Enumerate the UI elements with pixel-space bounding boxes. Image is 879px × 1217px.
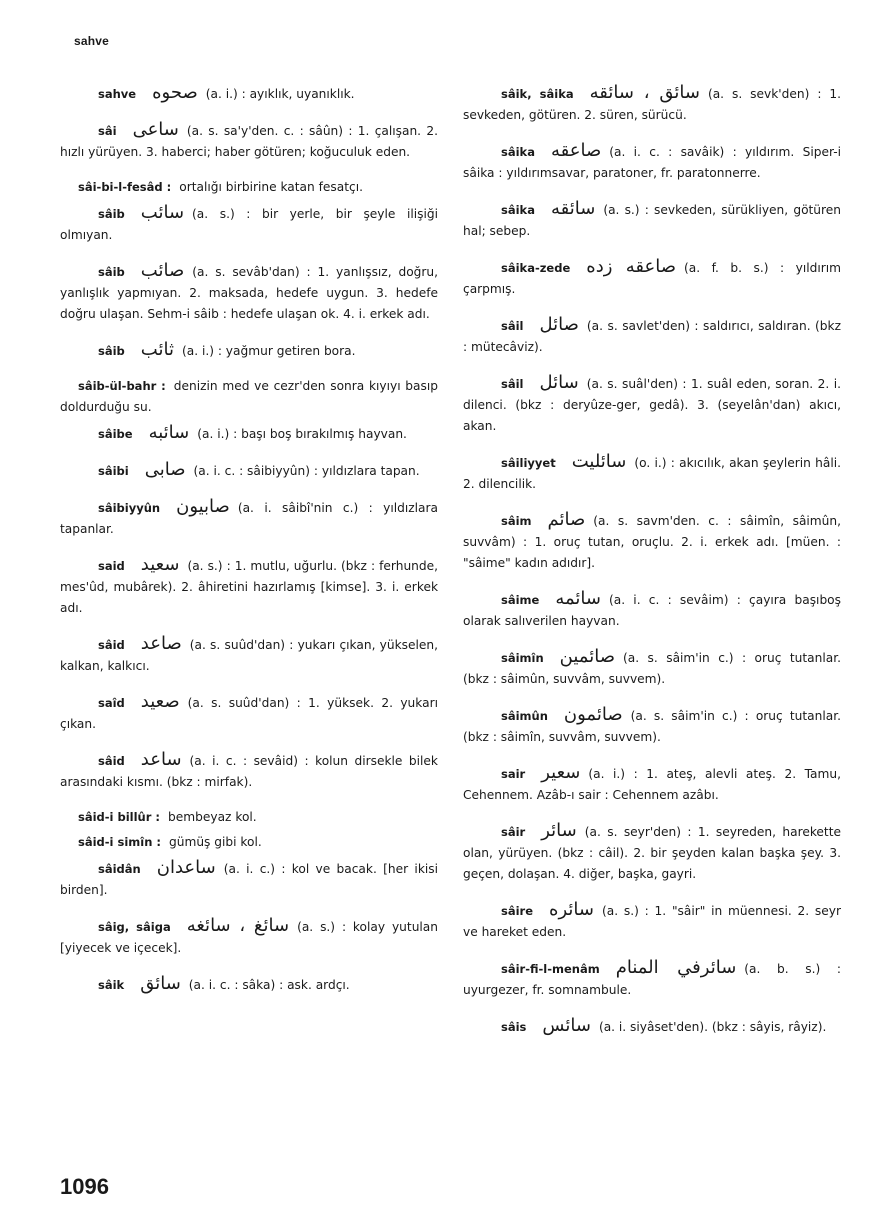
entry-headword: sâi — [98, 124, 117, 138]
entry-headword: sâibiyyûn — [98, 501, 161, 515]
entry-arabic-script: سائغ ، سائغه — [186, 915, 290, 936]
entry-arabic-script: سائبه — [148, 422, 190, 443]
entry-arabic-script: صائل — [539, 314, 579, 335]
entry-arabic-script: ساعدان — [156, 857, 216, 878]
entry-definition: (a. s.) : bir yerle, bir şeyle ilişiği olmıyan. — [60, 207, 438, 242]
entry-arabic-script: صاعقه زده — [586, 256, 677, 277]
dictionary-entry — [60, 376, 438, 418]
page-number: 1096 — [60, 1174, 109, 1199]
entry-arabic-script: صابى — [144, 459, 186, 480]
entry-definition: (a. s. suâl'den) : 1. suâl eden, soran. 2. i. dilenci. (bkz : deryûze-ger, gedâ). 3. (seyelân'dan) akıcı, akan. — [463, 377, 841, 433]
dictionary-entry — [463, 704, 841, 748]
dictionary-entry — [463, 646, 841, 690]
entry-headword: sâi-bi-l-fesâd : — [78, 180, 172, 194]
dictionary-entry — [463, 588, 841, 632]
entry-headword: sâik — [98, 978, 125, 992]
entry-definition: (a. i. c. : sevâid) : kolun dirsekle bilek arasındaki kısmı. (bkz : mirfak). — [60, 754, 438, 789]
entry-arabic-script: ثائب — [140, 339, 174, 360]
entry-definition: (a. s. sevâb'dan) : 1. yanlışsız, doğru, yanlışlık yapmıyan. 2. maksada, hedefe uygun. 3. hedefe doğru ulaşan. Sehm-i sâib : hedefe ulaşan ok. 4. i. erkek adı. — [60, 265, 438, 321]
entry-arabic-script: سائرفي المنام — [615, 957, 737, 978]
entry-arabic-script: صابيون — [176, 496, 230, 517]
entry-arabic-script: صاعد — [140, 633, 182, 654]
dictionary-entry — [60, 202, 438, 246]
entry-headword: said — [98, 559, 125, 573]
dictionary-entry — [463, 820, 841, 885]
entry-headword: sâid-i simîn : — [78, 835, 161, 849]
entry-definition: (a. s.) : 1. "sâir" in müennesi. 2. seyr ve hareket eden. — [463, 904, 841, 939]
entry-definition: (a. s. sâim'in c.) : oruç tutanlar. (bkz : sâimûn, suvvâm, suvvem). — [463, 651, 841, 686]
entry-arabic-script: صائم — [547, 509, 586, 530]
entry-definition: (a. s. savm'den. c. : sâimîn, sâimûn, suvvâm) : 1. oruç tutan, oruçlu. 2. i. erkek adı. [müen. : "sâime" kadın adıdır]. — [463, 514, 841, 570]
dictionary-entry — [463, 957, 841, 1001]
dictionary-entry — [60, 915, 438, 959]
dictionary-entry — [60, 82, 438, 105]
entry-definition: (a. s. suûd'dan) : 1. yüksek. 2. yukarı çıkan. — [60, 696, 438, 731]
entry-definition: (a. s. suûd'dan) : yukarı çıkan, yükselen, kalkan, kalkıcı. — [60, 638, 438, 673]
dictionary-entry — [60, 119, 438, 163]
entry-headword: sâib — [98, 344, 125, 358]
entry-headword: sâim — [501, 514, 532, 528]
dictionary-entry — [463, 372, 841, 437]
entry-definition: (a. s. savlet'den) : saldırıcı, saldıran. (bkz : mütecâviz). — [463, 319, 841, 354]
entry-headword: sair — [501, 767, 526, 781]
entry-definition: (a. s.) : 1. mutlu, uğurlu. (bkz : ferhunde, mes'ûd, mubârek). 2. âhiretini hazırlamış [kimse]. 3. i. erkek adı. — [60, 559, 438, 615]
entry-headword: sâid-i billûr : — [78, 810, 161, 824]
dictionary-entry — [60, 633, 438, 677]
dictionary-entry — [60, 339, 438, 362]
entry-headword: sâib — [98, 265, 125, 279]
entry-arabic-script: ساعد — [140, 749, 182, 770]
entry-definition: bembeyaz kol. — [168, 810, 257, 824]
entry-headword: sâidân — [98, 862, 141, 876]
entry-definition: (o. i.) : akıcılık, akan şeylerin hâli. 2. dilencilik. — [463, 456, 841, 491]
entry-arabic-script: سائقه — [550, 198, 596, 219]
entry-definition: denizin med ve cezr'den sonra kıyıyı basıp doldurduğu su. — [60, 379, 438, 414]
entry-headword: sâir — [501, 825, 526, 839]
entry-headword: sâib — [98, 207, 125, 221]
dictionary-entry — [60, 260, 438, 325]
entry-headword: sâil — [501, 377, 524, 391]
dictionary-entry — [60, 422, 438, 445]
entry-arabic-script: صعيد — [140, 691, 180, 712]
entry-headword: sâire — [501, 904, 534, 918]
entry-arabic-script: سائس — [542, 1015, 591, 1036]
entry-arabic-script: سائل — [539, 372, 579, 393]
running-head: sahve — [74, 34, 110, 48]
dictionary-entry — [60, 177, 438, 198]
entry-arabic-script: سائر — [541, 820, 577, 841]
dictionary-entry — [60, 496, 438, 540]
entry-definition: (a. i. c.) : kol ve bacak. [her ikisi birden]. — [60, 862, 438, 897]
left-column — [60, 82, 438, 1010]
entry-arabic-script: سعير — [541, 762, 581, 783]
entry-definition: (a. i. c. : sâibiyyûn) : yıldızlara tapan. — [193, 464, 420, 478]
entry-arabic-script: سائليت — [571, 451, 627, 472]
entry-headword: saîd — [98, 696, 125, 710]
entry-headword: sahve — [98, 87, 137, 101]
entry-arabic-script: صاعقه — [550, 140, 602, 161]
dictionary-entry — [60, 857, 438, 901]
entry-arabic-script: صائب — [140, 260, 185, 281]
entry-definition: (a. i. siyâset'den). (bkz : sâyis, râyiz). — [598, 1020, 827, 1034]
dictionary-entry — [60, 749, 438, 793]
dictionary-entry — [60, 691, 438, 735]
entry-headword: sâiliyyet — [501, 456, 556, 470]
entry-arabic-script: سائب — [140, 202, 185, 223]
entry-arabic-script: سائره — [549, 899, 594, 920]
entry-arabic-script: صحوه — [152, 82, 198, 103]
entry-definition: (a. f. b. s.) : yıldırım çarpmış. — [463, 261, 841, 296]
entry-definition: gümüş gibi kol. — [169, 835, 262, 849]
entry-definition: (a. s.) : sevkeden, sürükliyen, götüren hal; sebep. — [463, 203, 841, 238]
dictionary-entry — [463, 899, 841, 943]
entry-arabic-script: سائمه — [555, 588, 601, 609]
entry-definition: (a. i.) : başı boş bırakılmış hayvan. — [197, 427, 407, 441]
entry-headword: sâid — [98, 754, 125, 768]
entry-headword: sâib-ül-bahr : — [78, 379, 166, 393]
entry-headword: sâis — [501, 1020, 527, 1034]
dictionary-entry — [463, 140, 841, 184]
entry-headword: sâika-zede — [501, 261, 571, 275]
entry-headword: sâime — [501, 593, 540, 607]
entry-headword: sâimîn — [501, 651, 544, 665]
entry-definition: (a. s. sâim'in c.) : oruç tutanlar. (bkz : sâimîn, suvvâm, suvvem). — [463, 709, 841, 744]
dictionary-entry — [463, 314, 841, 358]
dictionary-entry — [60, 973, 438, 996]
dictionary-entry — [463, 1015, 841, 1038]
entry-definition: (a. s. seyr'den) : 1. seyreden, harekette olan, yürüyen. (bkz : câil). 2. bir şeyden kalan başka şey. 3. geçen, dolaşan. 4. diğer, başka, gayri. — [463, 825, 841, 881]
entry-definition: ortalığı birbirine katan fesatçı. — [179, 180, 363, 194]
dictionary-entry — [60, 807, 438, 828]
entry-definition: (a. i.) : 1. ateş, alevli ateş. 2. Tamu, Cehennem. Azâb-ı sair : Cehennem azâbı. — [463, 767, 841, 802]
right-column — [463, 82, 841, 1052]
entry-headword: sâimûn — [501, 709, 548, 723]
entry-arabic-script: سعيد — [140, 554, 180, 575]
dictionary-entry — [463, 256, 841, 300]
dictionary-entry — [60, 554, 438, 619]
entry-definition: (a. i. c. : sâka) : ask. ardçı. — [188, 978, 350, 992]
entry-definition: (a. b. s.) : uyurgezer, fr. somnambule. — [463, 962, 841, 997]
entry-headword: sâika — [501, 145, 535, 159]
entry-arabic-script: صائمون — [563, 704, 623, 725]
entry-headword: sâig, sâiga — [98, 920, 171, 934]
entry-definition: (a. i.) : ayıklık, uyanıklık. — [205, 87, 355, 101]
dictionary-entry — [463, 509, 841, 574]
entry-definition: (a. s. sevk'den) : 1. sevkeden, götüren. 2. süren, sürücü. — [463, 87, 841, 122]
entry-headword: sâibe — [98, 427, 133, 441]
dictionary-entry — [463, 762, 841, 806]
dictionary-entry — [60, 459, 438, 482]
entry-arabic-script: سائق ، سائقه — [589, 82, 700, 103]
entry-arabic-script: سائق — [140, 973, 181, 994]
dictionary-entry — [60, 832, 438, 853]
entry-headword: sâibi — [98, 464, 129, 478]
dictionary-entry — [463, 82, 841, 126]
entry-definition: (a. i. c. : savâik) : yıldırım. Siper-i sâika : yıldırımsavar, paratoner, fr. paratonnerre. — [463, 145, 841, 180]
dictionary-entry — [463, 198, 841, 242]
entry-definition: (a. i.) : yağmur getiren bora. — [181, 344, 356, 358]
entry-arabic-script: صائمين — [559, 646, 615, 667]
entry-headword: sâir-fi-l-menâm — [501, 962, 600, 976]
entry-headword: sâil — [501, 319, 524, 333]
entry-arabic-script: ساعى — [132, 119, 179, 140]
entry-headword: sâika — [501, 203, 535, 217]
entry-headword: sâik, sâika — [501, 87, 574, 101]
entry-definition: (a. i. sâibî'nin c.) : yıldızlara tapanlar. — [60, 501, 438, 536]
dictionary-entry — [463, 451, 841, 495]
entry-definition: (a. s.) : kolay yutulan [yiyecek ve içecek]. — [60, 920, 438, 955]
entry-definition: (a. s. sa'y'den. c. : sâûn) : 1. çalışan. 2. hızlı yürüyen. 3. haberci; haber götüren; koğuculuk eden. — [60, 124, 438, 159]
entry-definition: (a. i. c. : sevâim) : çayıra başıboş olarak salıverilen hayvan. — [463, 593, 841, 628]
entry-headword: sâid — [98, 638, 125, 652]
